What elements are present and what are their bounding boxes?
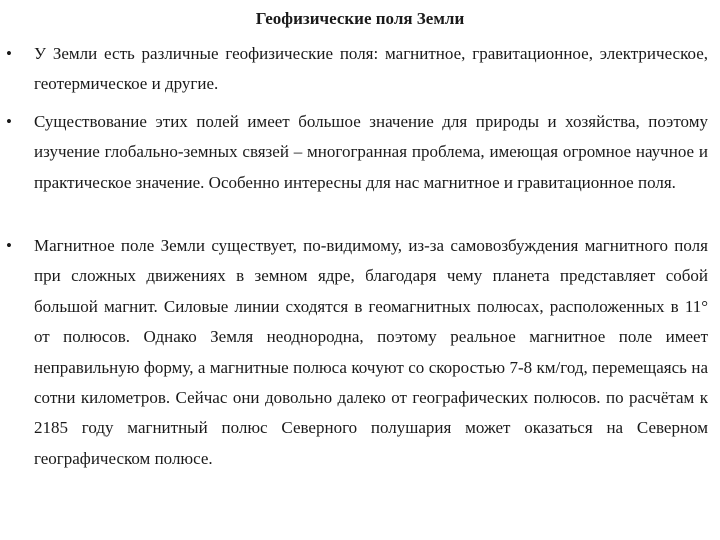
bullet-dot: • <box>6 112 12 131</box>
bullet-text: Существование этих полей имеет большое значение для природы и хозяйства, поэтому изучение глобально-земных связей – многогранная проблема, имеющая огромное научное и практическое значение. Особенно интересны для нас магнитное и гравитационное поля. <box>34 112 708 192</box>
bullet-text: Магнитное поле Земли существует, по-видимому, из-за самовозбуждения магнитного поля при сложных движениях в земном ядре, благодаря чему планета представляет собой большой магнит. Силовые линии сходятся в геомагнитных полюсах, расположенных в 11° от полюсов. Однако Земля неоднородна, поэтому реальное магнитное поле имеет неправильную форму, а магнитные полюса кочуют со скоростью 7-8 км/год, перемещаясь на сотни километров. Сейчас они довольно далеко от географических полюсов. по расчётам к 2185 году магнитный полюс Северного полушария может оказаться на Северном географическом полюсе. <box>34 236 708 468</box>
bullet-dot: • <box>6 44 12 63</box>
page-title: Геофизические поля Земли <box>255 9 465 28</box>
bullet-text: У Земли есть различные геофизические поля: магнитное, гравитационное, электрическое, геотермическое и другие. <box>34 44 708 94</box>
bullet-dot: • <box>6 236 12 255</box>
